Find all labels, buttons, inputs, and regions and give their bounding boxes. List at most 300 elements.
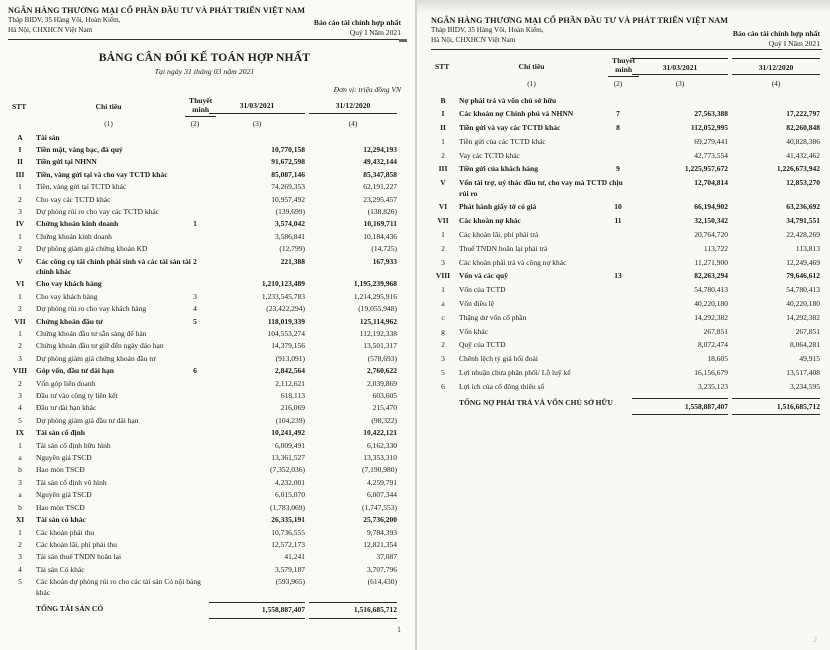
row-stt: 3 xyxy=(441,354,445,364)
table-row xyxy=(8,416,401,426)
row-v2: 17,222,797 xyxy=(786,109,820,119)
row-v2: 12,853,270 xyxy=(786,178,820,188)
row-label: Nguyên giá TSCĐ xyxy=(36,490,92,500)
row-label: Các khoản lãi, phí phải thu xyxy=(36,539,117,549)
row-v2: 1,195,239,968 xyxy=(353,279,397,289)
row-v2: 1,226,673,942 xyxy=(776,164,820,174)
table-row xyxy=(431,96,822,106)
row-stt: II xyxy=(17,157,23,167)
row-v2: 2,039,869 xyxy=(367,378,397,388)
table-row xyxy=(431,327,822,337)
row-label: Hao mòn TSCĐ xyxy=(36,502,85,512)
row-label: Dự phòng giảm giá chứng khoán đầu tư xyxy=(36,353,156,363)
table-row xyxy=(431,285,822,295)
row-label: Dự phòng giảm giá chứng khoán KD xyxy=(36,244,148,254)
row-v2: 215,470 xyxy=(372,403,397,413)
row-v2: 79,646,612 xyxy=(786,271,820,281)
row-v2: (1,747,553) xyxy=(362,502,397,512)
row-label: Tài sản có khác xyxy=(36,515,86,525)
row-v2: 113,813 xyxy=(795,243,820,253)
report-period: Quý I Năm 2021 xyxy=(768,38,820,48)
column-index-2: (2) xyxy=(613,78,623,88)
row-v1: 112,052,995 xyxy=(690,123,728,133)
row-label: Nợ phải trả và vốn chủ sở hữu xyxy=(459,95,557,105)
row-stt: 3 xyxy=(18,353,22,363)
assets-table xyxy=(8,133,401,619)
table-row xyxy=(8,366,401,376)
row-v2: (19,055,948) xyxy=(358,304,397,314)
row-label: Dự phòng rủi ro cho vay các TCTD khác xyxy=(36,206,160,216)
row-v1: 3,586,841 xyxy=(275,231,305,241)
row-v1: 40,220,180 xyxy=(694,299,728,309)
report-label-block xyxy=(314,18,401,37)
row-label: Vốn điều lệ xyxy=(459,299,494,309)
page-header xyxy=(8,6,401,40)
row-v2: 3,234,595 xyxy=(790,381,820,391)
row-note: 10 xyxy=(614,202,622,212)
row-v2: 2,760,622 xyxy=(367,366,397,376)
row-v2: 1,516,685,712 xyxy=(309,602,397,619)
row-stt: I xyxy=(441,109,445,119)
row-v1: 8,072,474 xyxy=(698,340,728,350)
row-label: Tài sản thuế TNDN hoãn lại xyxy=(36,552,122,562)
row-v2: 3,707,796 xyxy=(367,564,397,574)
row-note: 3 xyxy=(193,291,197,301)
table-row xyxy=(8,329,401,339)
table-row xyxy=(431,202,822,212)
row-stt: IX xyxy=(15,428,25,438)
table-row xyxy=(8,170,401,180)
row-note: 4 xyxy=(193,304,197,314)
table-row xyxy=(8,157,401,167)
row-v1: (913,091) xyxy=(275,353,305,363)
row-stt: III xyxy=(438,164,448,174)
row-v1: 74,269,353 xyxy=(271,182,305,192)
column-index-3: (3) xyxy=(675,78,685,88)
row-stt: 2 xyxy=(18,304,22,314)
row-v2: 12,821,354 xyxy=(363,539,397,549)
row-stt: g xyxy=(441,326,445,336)
table-row xyxy=(8,145,401,155)
row-stt: 2 xyxy=(441,340,445,350)
row-label: Chứng khoán đầu tư sẵn sàng để bán xyxy=(36,329,147,338)
row-label: Tiền gửi của các TCTD khác xyxy=(459,136,546,146)
row-stt: V xyxy=(17,256,23,266)
table-header xyxy=(8,96,401,117)
row-stt: a xyxy=(441,299,445,309)
unit-note: Đơn vị: triệu đồng VN xyxy=(333,85,401,94)
table-row xyxy=(8,354,401,364)
row-v1: 69,279,441 xyxy=(694,136,728,146)
row-stt: 4 xyxy=(18,403,22,413)
column-header-stt: STT xyxy=(435,61,450,71)
table-row xyxy=(8,304,401,314)
row-v1: 14,292,382 xyxy=(694,312,728,322)
table-row xyxy=(8,379,401,389)
bank-address-line2: Hà Nội, CHXHCN Việt Nam xyxy=(8,25,93,34)
row-stt: VIII xyxy=(435,271,451,281)
table-row xyxy=(8,292,401,302)
row-v1: (593,965) xyxy=(275,577,305,587)
row-v2: (138,826) xyxy=(367,206,397,216)
row-v2: (578,693) xyxy=(367,353,397,363)
row-label: Hao mòn TSCĐ xyxy=(36,465,85,475)
row-label: Cho vay khách hàng xyxy=(36,291,98,301)
row-stt: 3 xyxy=(18,477,22,487)
row-v1: 216,069 xyxy=(280,403,305,413)
row-v2: 6,162,330 xyxy=(367,440,397,450)
row-v2: 40,828,386 xyxy=(786,136,820,146)
row-v2: 82,260,848 xyxy=(786,123,820,133)
row-note: 6 xyxy=(193,366,197,376)
page-title: BẢNG CÂN ĐỐI KẾ TOÁN HỢP NHẤT xyxy=(98,51,311,64)
row-v1: 618,113 xyxy=(280,391,305,401)
row-stt: 5 xyxy=(18,415,22,425)
table-row xyxy=(8,478,401,488)
row-stt: 1 xyxy=(18,182,22,192)
row-stt: 2 xyxy=(18,341,22,351)
table-row xyxy=(8,465,401,475)
row-label: Các khoản phải trả và công nợ khác xyxy=(459,257,567,267)
row-v1: (7,352,036) xyxy=(270,465,305,475)
row-stt: B xyxy=(440,95,446,105)
column-index-row xyxy=(8,119,401,128)
row-v1: 118,019,339 xyxy=(267,316,305,326)
row-label: Đầu tư dài hạn khác xyxy=(36,403,97,413)
table-row xyxy=(8,244,401,254)
row-stt: 1 xyxy=(18,527,22,537)
row-label: Tài sản cố định xyxy=(36,428,85,438)
row-v2: 12,294,193 xyxy=(363,144,397,154)
bank-address-line2: Hà Nội, CHXHCN Việt Nam xyxy=(431,35,516,44)
row-v2: 125,114,962 xyxy=(359,316,397,326)
row-stt: 1 xyxy=(441,285,445,295)
row-stt: 1 xyxy=(18,291,22,301)
table-row xyxy=(431,178,822,199)
row-stt: 1 xyxy=(441,230,445,240)
row-v2: 54,780,413 xyxy=(786,285,820,295)
row-label: Chứng khoán kinh doanh xyxy=(36,219,119,229)
row-v1: 10,957,492 xyxy=(271,194,305,204)
row-v2: 34,791,551 xyxy=(786,216,820,226)
row-v2: 41,432,462 xyxy=(786,150,820,160)
table-row xyxy=(431,109,822,119)
row-stt: 1 xyxy=(18,231,22,241)
row-stt: b xyxy=(18,502,22,512)
row-v2: 4,259,791 xyxy=(367,477,397,487)
table-row xyxy=(431,230,822,240)
row-v2: 9,784,393 xyxy=(367,527,397,537)
row-stt: 3 xyxy=(18,206,22,216)
row-stt: a xyxy=(18,453,22,463)
row-label: Lợi nhuận chưa phân phối/ Lỗ luỹ kế xyxy=(459,368,571,378)
header-rule xyxy=(431,49,822,50)
row-v1: 3,579,187 xyxy=(275,564,305,574)
row-label: Cho vay các TCTD khác xyxy=(36,194,111,204)
table-row xyxy=(8,232,401,242)
row-label: Dự phòng giảm giá đầu tư dài hạn xyxy=(36,415,139,425)
column-index-row xyxy=(431,79,822,88)
row-v1: 27,563,388 xyxy=(694,109,728,119)
table-row xyxy=(431,216,822,226)
table-row xyxy=(431,137,822,147)
report-label-block xyxy=(733,29,820,48)
page-number: 2 xyxy=(813,635,817,644)
column-header-item: Chỉ tiêu xyxy=(95,101,122,111)
row-stt: IV xyxy=(15,219,25,229)
table-row xyxy=(8,219,401,229)
table-row xyxy=(8,490,401,500)
column-header-item: Chỉ tiêu xyxy=(518,61,545,71)
row-v1: 1,225,957,672 xyxy=(684,164,728,174)
row-stt: 3 xyxy=(18,391,22,401)
row-v2: 12,249,469 xyxy=(786,257,820,267)
row-label: Dự phòng rủi ro cho vay khách hàng xyxy=(36,304,147,314)
row-v2: 62,191,227 xyxy=(363,182,397,192)
scan-artifact xyxy=(399,39,407,42)
column-index-4: (4) xyxy=(348,118,358,128)
bank-name: NGÂN HÀNG THƯƠNG MẠI CỔ PHẦN ĐẦU TƯ VÀ PHÁT TRIỂN VIỆT NAM xyxy=(8,6,306,15)
row-label: Tài sản Có khác xyxy=(36,564,85,574)
row-v2: 63,236,692 xyxy=(786,202,820,212)
table-row xyxy=(8,207,401,217)
row-label: Chứng khoán đầu tư xyxy=(36,316,103,326)
row-v2: 49,432,144 xyxy=(363,157,397,167)
row-stt: 2 xyxy=(18,194,22,204)
row-v2: 40,220,180 xyxy=(786,299,820,309)
row-v1: 267,851 xyxy=(703,326,728,336)
row-label: Các khoản nợ Chính phủ và NHNN xyxy=(459,109,574,119)
row-v2: 603,605 xyxy=(372,391,397,401)
table-row xyxy=(8,341,401,351)
row-v1: 12,704,814 xyxy=(694,178,728,188)
row-v1: (104,239) xyxy=(275,415,305,425)
row-label: Chứng khoán đầu tư giữ đến ngày đáo hạn xyxy=(36,341,164,351)
row-stt: A xyxy=(17,132,23,142)
row-label: Vốn khác xyxy=(459,326,488,336)
row-stt: 4 xyxy=(18,564,22,574)
report-label: Báo cáo tài chính hợp nhất xyxy=(313,18,401,27)
row-v2: (614,430) xyxy=(367,577,397,587)
table-row xyxy=(8,552,401,562)
row-label: Tiền gửi tại NHNN xyxy=(36,157,97,167)
row-v1: 20,764,720 xyxy=(694,230,728,240)
row-label: Vốn của TCTD xyxy=(459,285,506,295)
row-label: Lợi ích của cổ đông thiểu số xyxy=(459,381,545,391)
row-stt: VI xyxy=(438,202,448,212)
row-v1: 18,605 xyxy=(707,354,728,364)
table-row xyxy=(8,577,401,598)
row-label: Chênh lệch tỷ giá hối đoái xyxy=(459,354,538,364)
row-label: TỔNG TÀI SẢN CÓ xyxy=(36,603,104,613)
row-v1: 2,112,621 xyxy=(275,378,305,388)
row-v1: 41,241 xyxy=(284,552,305,562)
row-stt: b xyxy=(18,465,22,475)
row-label: Các khoản lãi, phí phải trả xyxy=(459,230,539,240)
row-v2: 49,915 xyxy=(799,354,820,364)
row-label: Các khoản phải thu xyxy=(36,527,95,537)
table-row xyxy=(431,299,822,309)
table-row xyxy=(431,244,822,254)
table-row xyxy=(8,453,401,463)
table-row xyxy=(8,403,401,413)
table-row xyxy=(8,528,401,538)
row-v2: 13,353,310 xyxy=(363,453,397,463)
column-header-date1: 31/03/2021 xyxy=(632,58,728,76)
row-v2: (14,725) xyxy=(371,244,397,254)
row-v1: 11,271,900 xyxy=(694,257,728,267)
row-v1: 221,388 xyxy=(280,256,305,266)
row-v1: (1,783,069) xyxy=(270,502,305,512)
row-v1: 12,572,173 xyxy=(271,539,305,549)
row-label: Chứng khoán kinh doanh xyxy=(36,231,112,241)
liabilities-equity-table xyxy=(431,96,822,416)
row-label: Vốn và các quỹ xyxy=(459,271,508,281)
row-v2: 112,192,338 xyxy=(359,329,397,338)
page-header xyxy=(431,16,822,50)
column-header-date1: 31/03/2021 xyxy=(209,99,305,114)
row-note: 8 xyxy=(616,123,620,133)
row-stt: 5 xyxy=(441,368,445,378)
table-row xyxy=(8,515,401,525)
row-stt: c xyxy=(441,312,445,322)
table-total-row xyxy=(431,396,822,415)
row-label: Tiền, vàng gửi tại TCTD khác xyxy=(36,182,127,192)
row-stt: 2 xyxy=(18,244,22,254)
row-stt: 3 xyxy=(18,552,22,562)
row-v1: 3,235,123 xyxy=(698,381,728,391)
row-v1: 10,770,158 xyxy=(271,144,305,154)
table-row xyxy=(8,540,401,550)
table-row xyxy=(431,340,822,350)
row-note: 7 xyxy=(616,109,620,119)
report-label: Báo cáo tài chính hợp nhất xyxy=(732,29,820,38)
row-stt: VII xyxy=(437,216,449,226)
row-label: TỔNG NỢ PHẢI TRẢ VÀ VỐN CHỦ SỞ HỮU xyxy=(459,398,613,408)
row-v1: 54,780,413 xyxy=(694,285,728,295)
row-v2: 10,169,711 xyxy=(363,219,397,229)
bank-name: NGÂN HÀNG THƯƠNG MẠI CỔ PHẦN ĐẦU TƯ VÀ PHÁT TRIỂN VIỆT NAM xyxy=(431,16,729,25)
row-note: 1 xyxy=(193,219,197,229)
row-v2: 85,347,858 xyxy=(363,169,397,179)
row-v2: 10,422,121 xyxy=(363,428,397,438)
column-header-date2: 31/12/2020 xyxy=(309,99,397,114)
row-v2: 37,087 xyxy=(376,552,397,562)
row-v1: 2,842,564 xyxy=(275,366,305,376)
table-row xyxy=(8,257,401,278)
table-row xyxy=(8,279,401,289)
page-number: 1 xyxy=(397,625,401,634)
row-v1: (23,422,294) xyxy=(266,304,305,314)
bank-address-line1: Tháp BIDV, 35 Hàng Vôi, Hoàn Kiếm, xyxy=(431,26,544,34)
column-index-1: (1) xyxy=(527,78,536,88)
row-v2: 8,064,281 xyxy=(790,340,820,350)
row-stt: 1 xyxy=(18,440,22,450)
row-v1: 6,009,491 xyxy=(275,440,305,450)
row-note: 9 xyxy=(616,164,620,174)
row-v2: 13,501,317 xyxy=(363,341,397,351)
table-row xyxy=(8,428,401,438)
row-v1: 10,736,555 xyxy=(271,527,305,537)
row-v2: 1,516,685,712 xyxy=(732,398,820,415)
table-row xyxy=(8,182,401,192)
row-v1: 14,379,156 xyxy=(271,341,305,351)
row-v2: 167,933 xyxy=(372,256,397,266)
row-label: Cho vay khách hàng xyxy=(36,279,102,289)
column-index-2: (2) xyxy=(190,118,200,128)
row-stt: 1 xyxy=(441,136,445,146)
row-v2: 14,292,382 xyxy=(786,312,820,322)
row-v1: 66,194,902 xyxy=(694,202,728,212)
row-label: Tiền gửi và vay các TCTD khác xyxy=(459,123,561,133)
row-v2: 10,184,436 xyxy=(363,231,397,241)
row-stt: VIII xyxy=(12,366,28,376)
row-stt: a xyxy=(18,490,22,500)
row-label: Các công cụ tài chính phái sinh và các tài sản tài chính khác xyxy=(36,256,191,276)
row-stt: 2 xyxy=(441,243,445,253)
row-stt: II xyxy=(440,123,446,133)
row-stt: 6 xyxy=(441,381,445,391)
row-v1: 32,150,342 xyxy=(694,216,728,226)
page-subtitle: Tại ngày 31 tháng 03 năm 2021 xyxy=(154,67,255,76)
row-v2: 1,214,295,916 xyxy=(353,291,397,301)
row-stt: 1 xyxy=(18,329,22,338)
row-v1: 16,156,679 xyxy=(694,368,728,378)
column-index-1: (1) xyxy=(104,118,113,128)
row-label: Tài sản cố định vô hình xyxy=(36,477,107,487)
row-v2: 23,295,457 xyxy=(363,194,397,204)
table-header xyxy=(431,56,822,77)
row-v2: (7,190,980) xyxy=(362,465,397,475)
row-v2: 6,007,344 xyxy=(367,490,397,500)
table-row xyxy=(8,391,401,401)
row-stt: 5 xyxy=(18,577,22,587)
row-label: Các khoản nợ khác xyxy=(459,216,521,226)
table-row xyxy=(8,441,401,451)
row-stt: I xyxy=(18,144,22,154)
row-label: Nguyên giá TSCĐ xyxy=(36,453,92,463)
column-index-4: (4) xyxy=(771,78,781,88)
row-v1: 1,210,123,489 xyxy=(261,279,305,289)
row-v2: (98,322) xyxy=(371,415,397,425)
row-v1: 1,233,545,783 xyxy=(261,291,305,301)
header-rule xyxy=(8,39,401,40)
row-label: Vốn góp liên doanh xyxy=(36,378,96,388)
row-note: 2 xyxy=(193,256,197,266)
row-v2: 267,851 xyxy=(795,326,820,336)
row-label: Vốn tài trợ, uỷ thác đầu tư, cho vay mà TCTD chịu rủi ro xyxy=(459,178,623,198)
table-row xyxy=(8,317,401,327)
row-v1: 1,558,887,407 xyxy=(632,398,728,415)
row-stt: 3 xyxy=(441,257,445,267)
table-row xyxy=(431,368,822,378)
row-label: Quỹ của TCTD xyxy=(459,340,506,350)
table-row xyxy=(431,258,822,268)
table-row xyxy=(431,123,822,133)
row-label: Tài sản cố định hữu hình xyxy=(36,440,111,450)
row-label: Các khoản dự phòng rủi ro cho các tài sản Có nội bảng khác xyxy=(36,577,201,597)
row-note: 11 xyxy=(614,216,622,226)
row-v1: (139,699) xyxy=(275,206,305,216)
row-label: Phát hành giấy tờ có giá xyxy=(459,202,537,212)
row-v1: 4,232,001 xyxy=(275,477,305,487)
table-row xyxy=(431,151,822,161)
row-stt: 2 xyxy=(18,378,22,388)
row-v1: 85,087,146 xyxy=(271,169,305,179)
row-stt: 2 xyxy=(441,150,445,160)
row-label: Góp vốn, đầu tư dài hạn xyxy=(36,366,114,376)
table-row xyxy=(8,195,401,205)
